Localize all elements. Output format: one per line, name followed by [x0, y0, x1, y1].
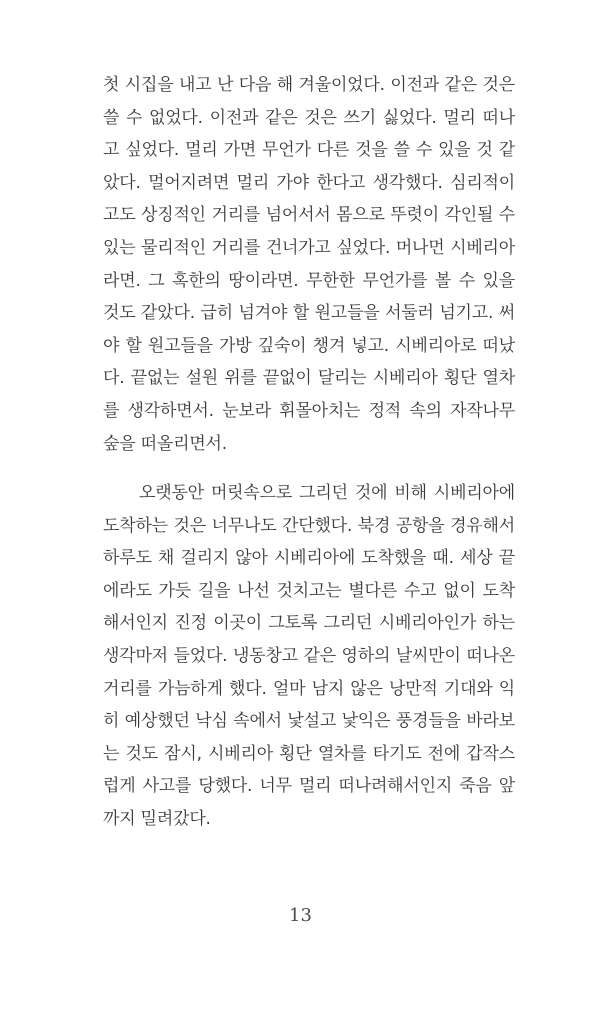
paragraph-1-text: 첫 시집을 내고 난 다음 해 겨울이었다. 이전과 같은 것은 쓸 수 없었다. 이전과 같은 것은 쓰기 싫었다. 멀리 떠나고 싶었다. 멀리 가면 무언가 다른 것을 쓸 수 있을 것 같았다. 멀어지려면 멀리 가야 한다고 생각했다. 심리적이고도 상징적인 거리를 넘어서서 몸으로 뚜렷이 각인될 수 있는 물리적인 거리를 건너가고 싶었다. 머나먼 시베리아라면. 그 혹한의 땅이라면. 무한한 무언가를 볼 수 있을 것도 같았다. 급히 넘겨야 할 원고들을 서둘러 넘기고. 써야 할 원고들을 가방 깊숙이 챙겨 넣고. 시베리아로 떠났다. 끝없는 설원 위를 끝없이 달리는 시베리아 횡단 열차를 생각하면서. 눈보라 휘몰아치는 정적 속의 자작나무 숲을 떠올리면서.	[103, 75, 515, 454]
paragraph-1	[103, 69, 515, 460]
paragraph-2-text: 오랫동안 머릿속으로 그리던 것에 비해 시베리아에 도착하는 것은 너무나도 간단했다. 북경 공항을 경유해서 하루도 채 걸리지 않아 시베리아에 도착했을 때. 세상 끝에라도 가듯 길을 나선 것치고는 별다른 수고 없이 도착해서인지 진정 이곳이 그토록 그리던 시베리아인가 하는 생각마저 들었다. 냉동창고 같은 영하의 날씨만이 떠나온 거리를 가늠하게 했다. 얼마 남지 않은 낭만적 기대와 익히 예상했던 낙심 속에서 낯설고 낯익은 풍경들을 바라보는 것도 잠시, 시베리아 횡단 열차를 타기도 전에 갑작스럽게 사고를 당했다. 너무 멀리 떠나려해서인지 죽음 앞까지 밀려갔다.	[103, 483, 515, 829]
paragraph-2	[103, 477, 515, 836]
page-number: 13	[289, 905, 312, 926]
